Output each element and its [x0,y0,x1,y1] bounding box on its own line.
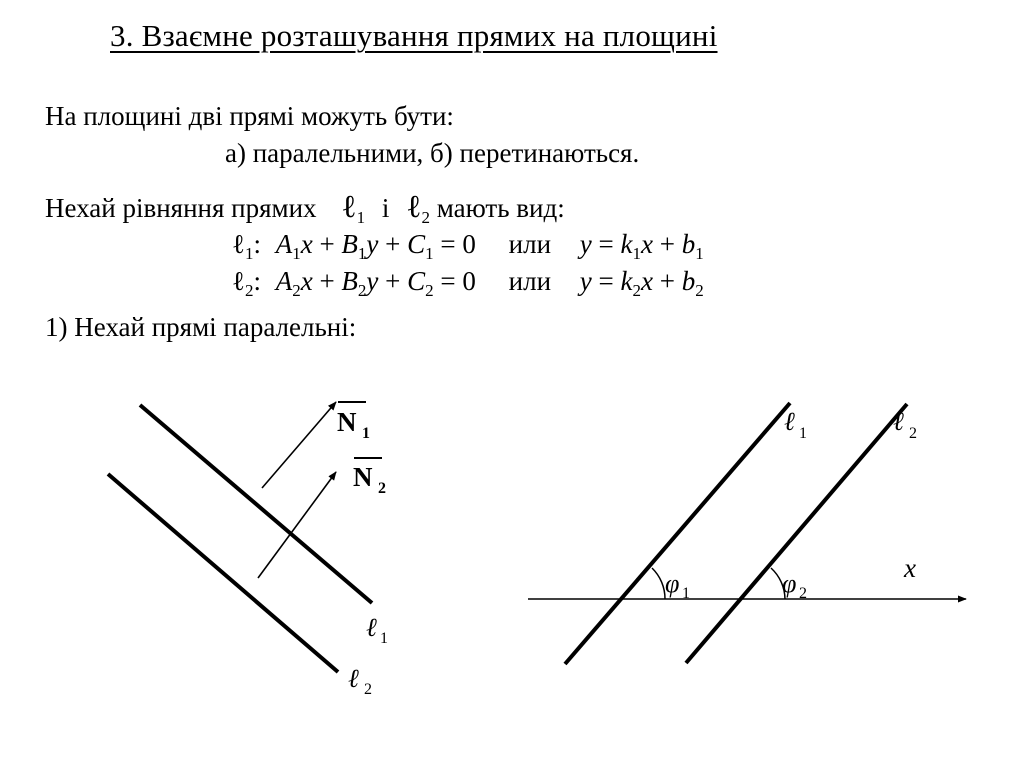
normal-vector-1 [262,402,336,488]
eq2-label: ℓ [232,266,245,296]
right-l2-label: ℓ [893,407,904,436]
eq1-label: ℓ [232,229,245,259]
conjunction: і [381,193,390,223]
left-l1-sub: 1 [380,630,388,647]
angle-phi2-sub: 2 [799,585,807,602]
left-l1-label: ℓ [366,613,377,642]
parallel-line-2 [108,474,338,672]
angle-phi1: φ [665,569,680,598]
intro-line: На площині дві прямі можуть бути: [45,101,454,131]
n2-sub: 2 [378,480,386,497]
angle-phi1-sub: 1 [682,585,690,602]
right-l2-sub: 2 [909,425,917,442]
figure-left [108,402,388,698]
equation-line-1: ℓ$_1$: $A_1x + B_1y + C_1 = 0$ или $y = k_1x + b_1$ [232,229,704,263]
equation-line-2: ℓ$_2$: $A_2x + B_2y + C_2 = 0$ или $y = k_2x + b_2$ [232,266,704,300]
intersecting-line-1 [565,403,790,664]
eq1-or: или [508,229,552,259]
let-suffix: мають вид: [436,193,565,223]
eq2-or: или [508,266,552,296]
case1-line: 1) Нехай прямі паралельні: [45,312,357,342]
let-prefix: Нехай рівняння прямих [45,193,317,223]
angle-arc-1 [652,568,665,599]
n1-sub: 1 [362,425,370,442]
left-l2-sub: 2 [364,681,372,698]
angle-phi2: φ [782,569,797,598]
left-l2-label: ℓ [348,664,359,693]
l-sub-2: 2 [421,208,430,227]
right-l1-sub: 1 [799,425,807,442]
page-title: 3. Взаємне розташування прямих на площині [110,18,718,53]
axis-x-label: x [904,553,916,583]
n2-label: N [353,462,373,492]
right-l1-label: ℓ [784,407,795,436]
n1-label: N [337,407,357,437]
figure-right [528,403,966,664]
cases-line: а) паралельними, б) перетинаються. [225,138,640,168]
l-symbol-2: ℓ [406,188,422,224]
l-sub-1: 1 [356,208,366,227]
l-symbol-1: ℓ [341,188,357,224]
intersecting-line-2 [686,404,907,663]
